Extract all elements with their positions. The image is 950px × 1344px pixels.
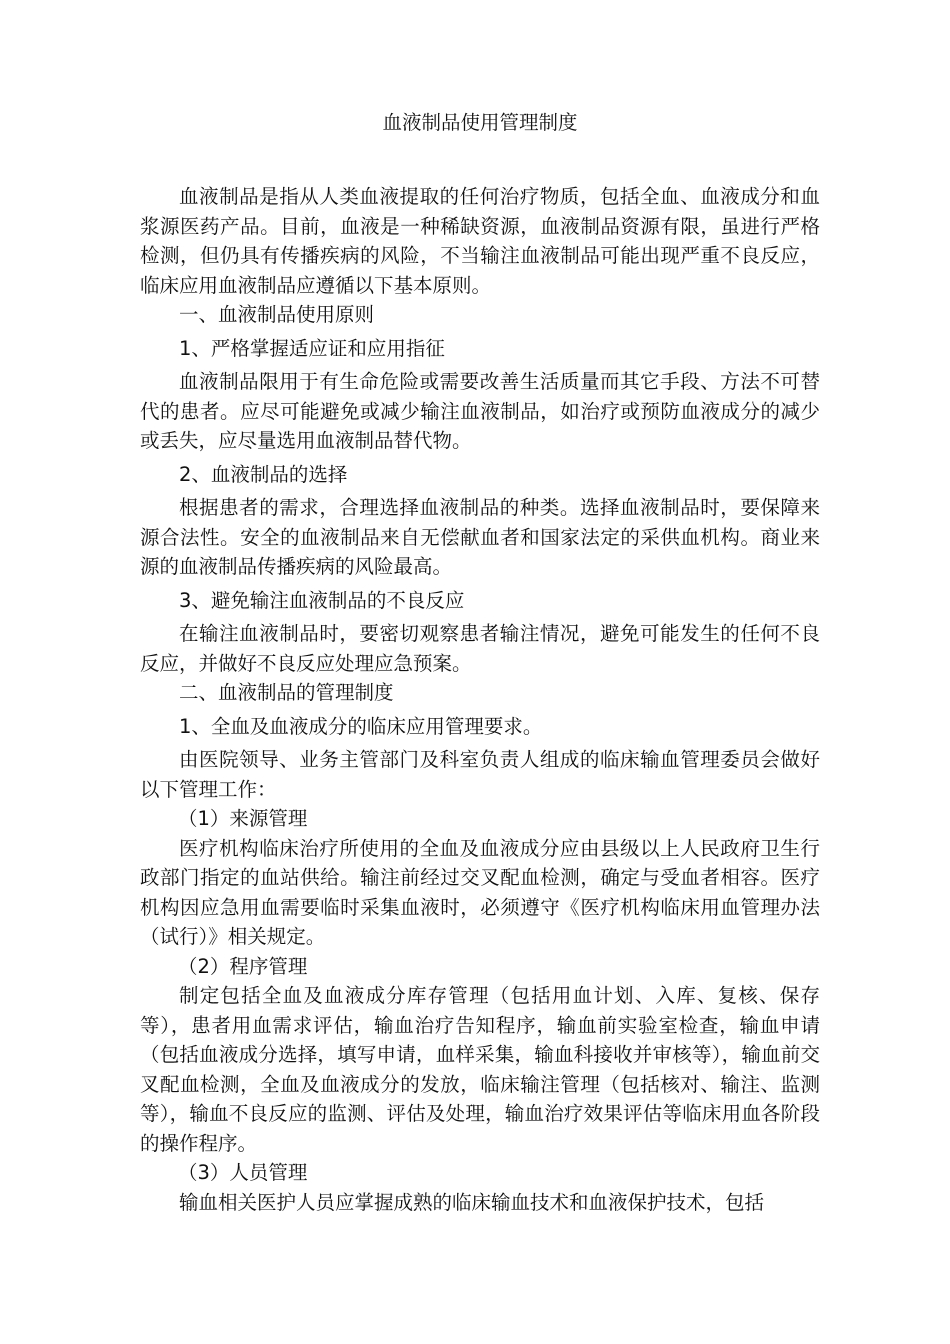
item-heading-1: （1）来源管理 (178, 807, 308, 830)
paragraph-1-1: 血液制品限用于有生命危险或需要改善生活质量而其它手段、方法不可替代的患者。应尽可能避免或减少输注血液制品，如治疗或预防血液成分的减少或丢失，应尽量选用血液制品替代物。 (140, 370, 820, 452)
item-heading-3: （3）人员管理 (178, 1161, 308, 1184)
paragraph-source-management: 医疗机构临床治疗所使用的全血及血液成分应由县级以上人民政府卫生行政部门指定的血站供给。输注前经过交叉配血检测，确定与受血者相容。医疗机构因应急用血需要临时采集血液时，必须遵守《医疗机构临床用血管理办法（试行）》相关规定。 (140, 836, 820, 948)
paragraph-intro: 血液制品是指从人类血液提取的任何治疗物质，包括全血、血液成分和血浆源医药产品。目前，血液是一种稀缺资源，血液制品资源有限，虽进行严格检测，但仍具有传播疾病的风险，不当输注血液制品可能出现严重不良反应，临床应用血液制品应遵循以下基本原则。 (140, 185, 820, 297)
item-heading-2: （2）程序管理 (178, 954, 308, 978)
subheading-2-1: 1、全血及血液成分的临床应用管理要求。 (179, 714, 543, 738)
document-page (140, 108, 820, 1217)
paragraph-personnel-management: 输血相关医护人员应掌握成熟的临床输血技术和血液保护技术，包括 (179, 1190, 765, 1214)
paragraph-1-3: 在输注血液制品时，要密切观察患者输注情况，避免可能发生的任何不良反应，并做好不良反应处理应急预案。 (140, 622, 820, 675)
subheading-1-3: 3、避免输注血液制品的不良反应 (179, 588, 465, 612)
subheading-1-2: 2、血液制品的选择 (179, 462, 348, 486)
paragraph-1-2: 根据患者的需求，合理选择血液制品的种类。选择血液制品时，要保障来源合法性。安全的血液制品来自无偿献血者和国家法定的采供血机构。商业来源的血液制品传播疾病的风险最高。 (140, 496, 820, 578)
document-title: 血液制品使用管理制度 (382, 111, 578, 134)
paragraph-2-1: 由医院领导、业务主管部门及科室负责人组成的临床输血管理委员会做好以下管理工作： (140, 748, 820, 801)
paragraph-procedure-management: 制定包括全血及血液成分库存管理（包括用血计划、入库、复核、保存等），患者用血需求评估，输血治疗告知程序，输血前实验室检查，输血申请（包括血液成分选择，填写申请，血样采集，输血科接收并审核等），输血前交叉配血检测，全血及血液成分的发放，临床输注管理（包括核对、输注、监测等），输血不良反应的监测、评估及处理，输血治疗效果评估等临床用血各阶段的操作程序。 (140, 984, 820, 1155)
section-heading-1: 一、血液制品使用原则 (179, 303, 375, 326)
section-heading-2: 二、血液制品的管理制度 (179, 681, 394, 704)
subheading-1-1: 1、严格掌握适应证和应用指征 (179, 336, 445, 360)
